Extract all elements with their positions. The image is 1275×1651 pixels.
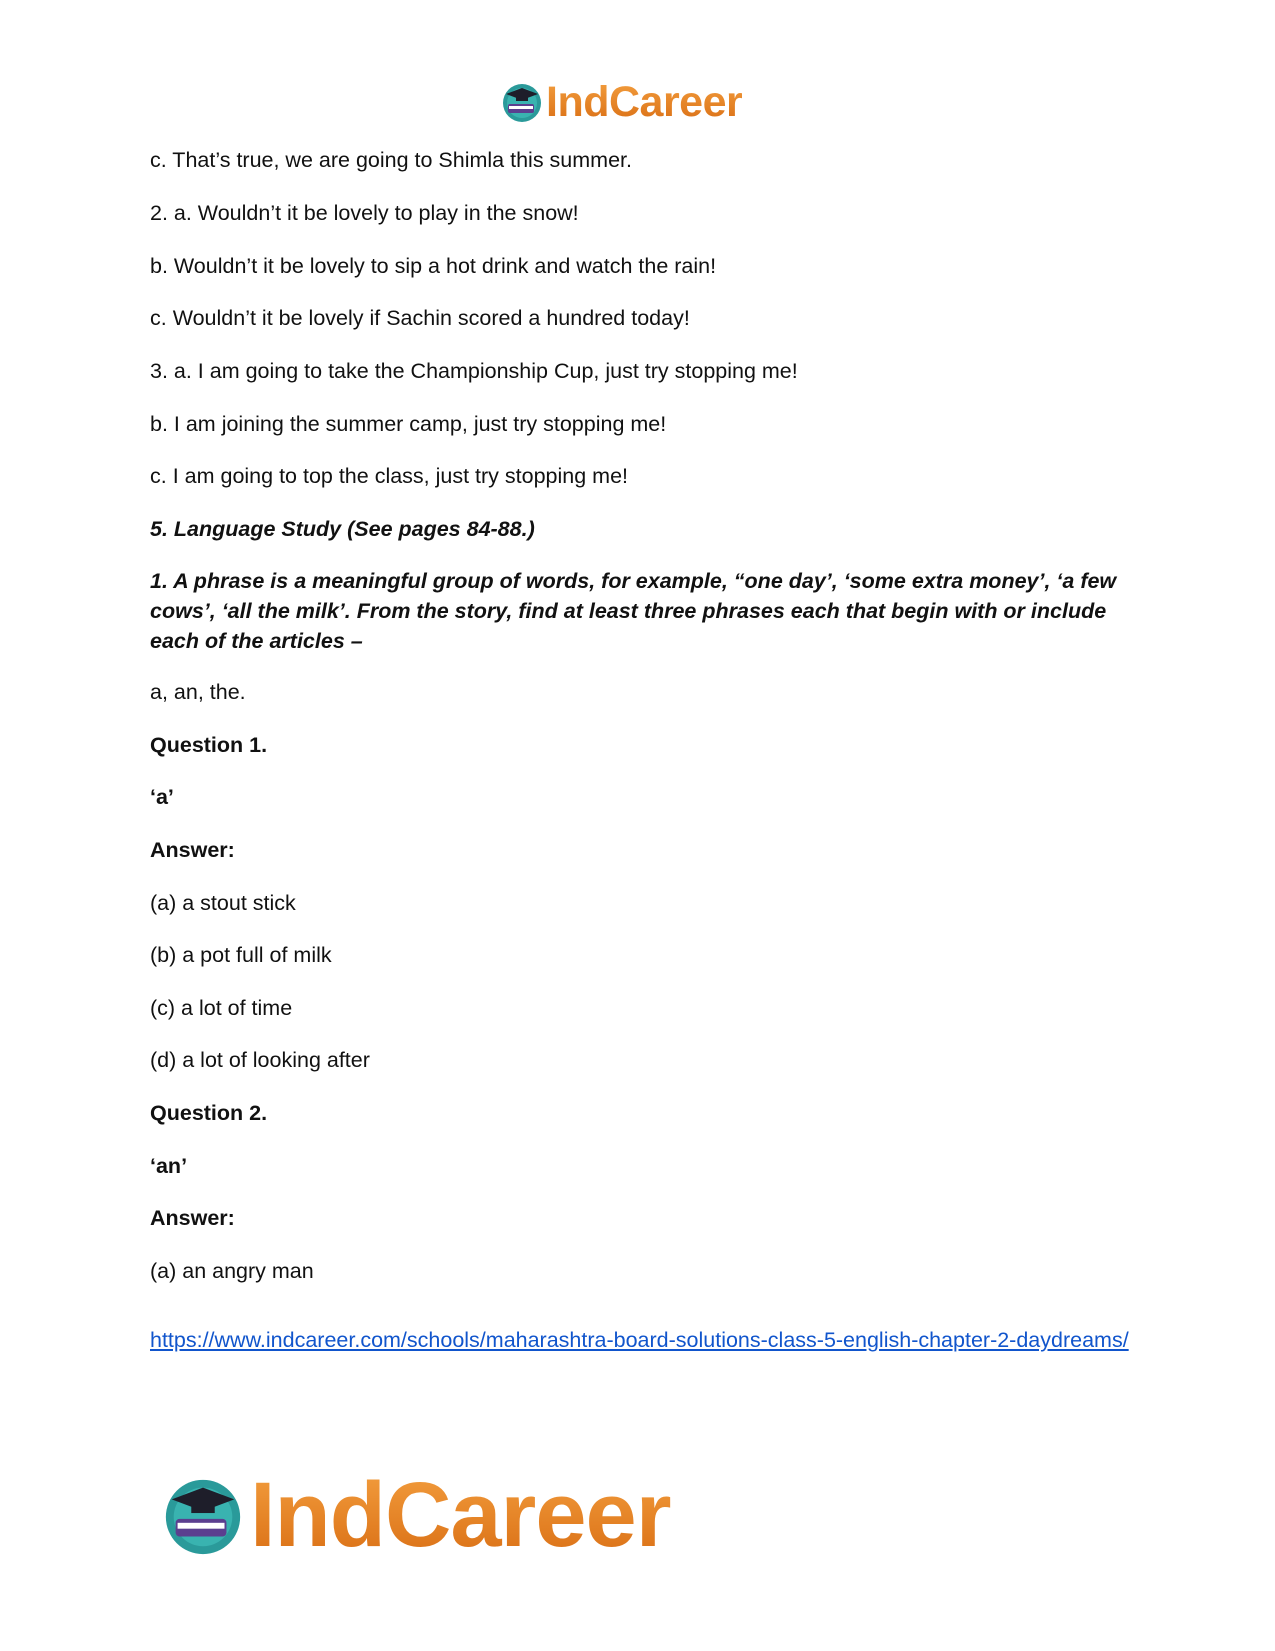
- header-logo: [500, 77, 743, 126]
- answer-label: Answer:: [150, 838, 235, 862]
- section-heading: 5. Language Study (See pages 84-88.): [150, 517, 535, 541]
- answer-item: (a) an angry man: [150, 1259, 314, 1283]
- footer-logo: [160, 1463, 671, 1566]
- logo-wordmark: IndCareer: [250, 1463, 671, 1566]
- text-line: b. I am joining the summer camp, just try stopping me!: [150, 412, 667, 436]
- question-label: Question 1.: [150, 733, 268, 757]
- answer-label: Answer:: [150, 1206, 235, 1230]
- answer-item: (c) a lot of time: [150, 996, 293, 1020]
- text-line: c. That’s true, we are going to Shimla this summer.: [150, 148, 632, 172]
- text-line: c. I am going to top the class, just try stopping me!: [150, 464, 629, 488]
- logo-wordmark: IndCareer: [546, 77, 743, 126]
- graduation-book-icon: [500, 80, 544, 124]
- question-label: Question 2.: [150, 1101, 268, 1125]
- question-text: ‘a’: [150, 785, 174, 809]
- answer-item: (b) a pot full of milk: [150, 943, 332, 967]
- answer-item: (d) a lot of looking after: [150, 1048, 370, 1072]
- source-url-link[interactable]: https://www.indcareer.com/schools/maharashtra-board-solutions-class-5-english-chapter-2-daydreams/: [150, 1328, 1129, 1352]
- graduation-book-icon: [160, 1472, 246, 1558]
- text-line: c. Wouldn’t it be lovely if Sachin scored a hundred today!: [150, 306, 690, 330]
- text-line: 2. a. Wouldn’t it be lovely to play in the snow!: [150, 201, 579, 225]
- answer-item: (a) a stout stick: [150, 891, 296, 915]
- instruction-paragraph: 1. A phrase is a meaningful group of words, for example, “one day’, ‘some extra money’, ‘a few cows’, ‘all the milk’. From the story, find at least three phrases each that begin with or include each of the articles –: [150, 569, 1117, 653]
- text-line: b. Wouldn’t it be lovely to sip a hot drink and watch the rain!: [150, 254, 717, 278]
- question-text: ‘an’: [150, 1154, 188, 1178]
- text-line: 3. a. I am going to take the Championship Cup, just try stopping me!: [150, 359, 798, 383]
- text-line: a, an, the.: [150, 680, 246, 704]
